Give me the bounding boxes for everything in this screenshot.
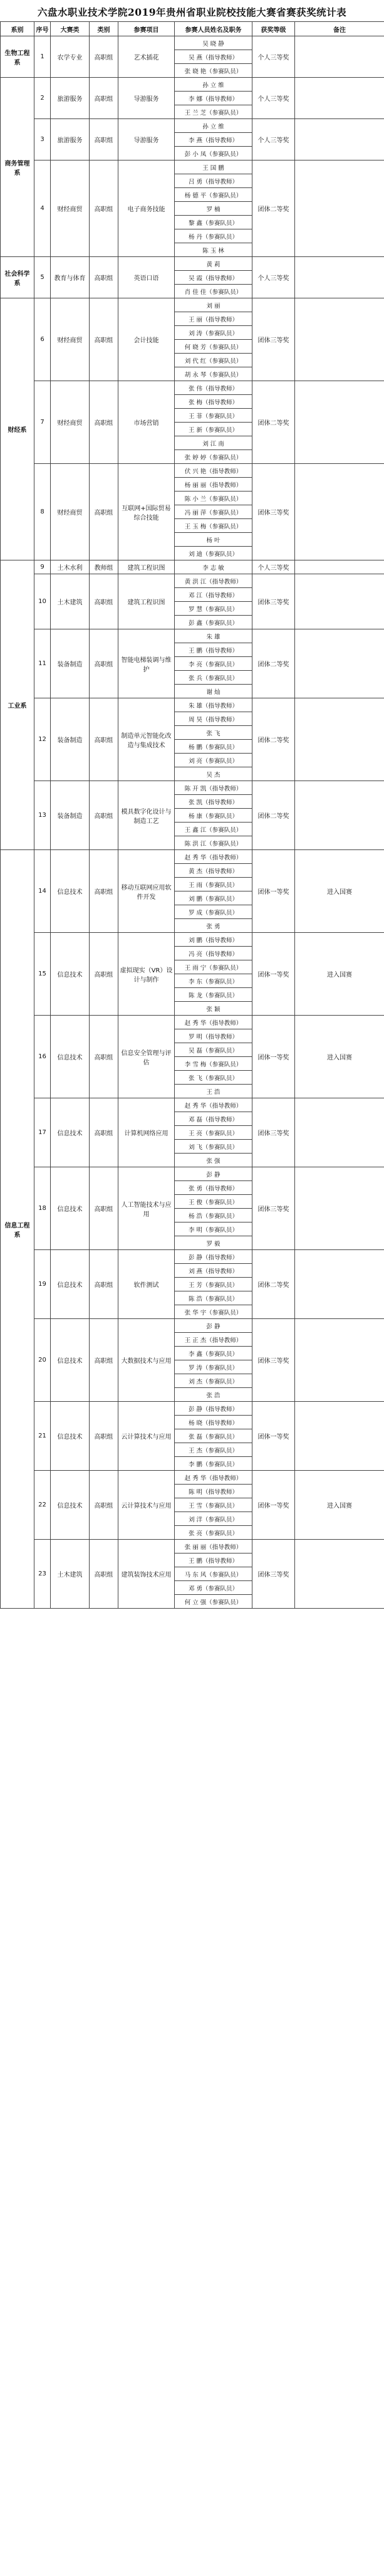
member-cell: 陈 明（指导教师） [175, 1485, 252, 1498]
group-cell: 高职组 [90, 1540, 118, 1609]
no-cell: 8 [34, 464, 51, 560]
item-cell: 建筑装饰技术应用 [118, 1540, 175, 1609]
table-row [1, 78, 384, 92]
award-cell: 团体一等奖 [252, 1471, 295, 1540]
category-cell: 土木建筑 [51, 574, 90, 629]
member-cell: 陈 浩（参赛队员） [175, 1291, 252, 1305]
member-cell: 吴 磊（参赛队员） [175, 1043, 252, 1057]
member-cell: 李 娜（指导教师） [175, 92, 252, 105]
item-cell: 移动互联网应用软件开发 [118, 850, 175, 933]
no-cell: 6 [34, 298, 51, 381]
member-cell: 张 飞 [175, 726, 252, 740]
remark-cell: 进入国赛 [295, 933, 384, 1016]
member-cell: 张 梅（指导教师） [175, 395, 252, 409]
category-cell: 土木建筑 [51, 1540, 90, 1609]
member-cell: 朱 雄（指导教师） [175, 698, 252, 712]
member-cell: 刘 飞（参赛队员） [175, 1140, 252, 1154]
no-cell: 17 [34, 1098, 51, 1167]
no-cell: 10 [34, 574, 51, 629]
group-cell: 高职组 [90, 933, 118, 1016]
member-cell: 李 志 敏 [175, 560, 252, 574]
member-cell: 吴 燕（指导教师） [175, 50, 252, 64]
remark-cell [295, 629, 384, 698]
member-cell: 赵 秀 华（指导教师） [175, 850, 252, 864]
no-cell: 5 [34, 257, 51, 298]
member-cell: 李 雪 梅（参赛队员） [175, 1057, 252, 1071]
category-cell: 旅游服务 [51, 78, 90, 119]
table-row [1, 160, 384, 174]
member-cell: 张 华 宇（参赛队员） [175, 1305, 252, 1319]
table-row [1, 560, 384, 574]
remark-cell [295, 381, 384, 464]
member-cell: 伏 兴 艳（指导教师） [175, 464, 252, 478]
table-row [1, 1319, 384, 1333]
item-cell: 艺术插花 [118, 36, 175, 78]
member-cell: 刘 代 红（参赛队员） [175, 354, 252, 367]
remark-cell [295, 560, 384, 574]
category-cell: 农学专业 [51, 36, 90, 78]
member-cell: 张 丽 丽（指导教师） [175, 1540, 252, 1553]
category-cell: 旅游服务 [51, 119, 90, 160]
no-cell: 19 [34, 1250, 51, 1319]
member-cell: 邓 江（指导教师） [175, 588, 252, 602]
no-cell: 21 [34, 1402, 51, 1471]
member-cell: 罗 涛（参赛队员） [175, 1360, 252, 1374]
award-cell: 团体三等奖 [252, 1167, 295, 1250]
member-cell: 何 晓 芳（参赛队员） [175, 340, 252, 354]
item-cell: 虚拟现实（VR）设计与制作 [118, 933, 175, 1016]
member-cell: 陈 洪 江（参赛队员） [175, 836, 252, 850]
group-cell: 高职组 [90, 464, 118, 560]
remark-cell [295, 698, 384, 781]
remark-cell [295, 78, 384, 119]
table-row [1, 850, 384, 864]
header-dept: 系别 [1, 22, 34, 36]
award-cell: 团体一等奖 [252, 850, 295, 933]
member-cell: 王 国 鹏 [175, 160, 252, 174]
remark-cell [295, 1167, 384, 1250]
member-cell: 刘 鹏（指导教师） [175, 933, 252, 947]
member-cell: 彭 鑫（参赛队员） [175, 616, 252, 629]
member-cell: 王 俊（参赛队员） [175, 1195, 252, 1209]
table-row [1, 257, 384, 271]
member-cell: 王 浩 [175, 1085, 252, 1098]
member-cell: 刘 鹏（参赛队员） [175, 891, 252, 905]
member-cell: 王 鑫 江（参赛队员） [175, 823, 252, 836]
header-members: 参赛人员姓名及职务 [175, 22, 252, 36]
remark-cell: 进入国赛 [295, 1016, 384, 1098]
member-cell: 陈 小 兰（参赛队员） [175, 492, 252, 505]
item-cell: 会计技能 [118, 298, 175, 381]
member-cell: 黎 鑫（参赛队员） [175, 216, 252, 229]
table-row [1, 119, 384, 133]
group-cell: 高职组 [90, 36, 118, 78]
table-row [1, 574, 384, 588]
dept-cell: 生物工程系 [1, 36, 34, 78]
table-row [1, 781, 384, 795]
award-cell: 团体一等奖 [252, 933, 295, 1016]
member-cell: 王 杰（参赛队员） [175, 1443, 252, 1457]
member-cell: 张 亮（参赛队员） [175, 1526, 252, 1540]
dept-cell: 社会科学系 [1, 257, 34, 298]
category-cell: 装备制造 [51, 629, 90, 698]
category-cell: 信息技术 [51, 850, 90, 933]
category-cell: 信息技术 [51, 1167, 90, 1250]
award-cell: 个人三等奖 [252, 257, 295, 298]
no-cell: 9 [34, 560, 51, 574]
table-row [1, 1540, 384, 1553]
award-cell: 团体二等奖 [252, 629, 295, 698]
member-cell: 张 婷 婷（参赛队员） [175, 450, 252, 464]
group-cell: 高职组 [90, 1471, 118, 1540]
member-cell: 杨 丹（参赛队员） [175, 229, 252, 243]
table-row [1, 381, 384, 395]
award-cell: 团体二等奖 [252, 160, 295, 257]
category-cell: 信息技术 [51, 1471, 90, 1540]
member-cell: 刘 杰（参赛队员） [175, 1374, 252, 1388]
group-cell: 高职组 [90, 850, 118, 933]
member-cell: 马 东 风（参赛队员） [175, 1567, 252, 1581]
group-cell: 高职组 [90, 698, 118, 781]
remark-cell [295, 36, 384, 78]
member-cell: 李 鹏（参赛队员） [175, 1457, 252, 1471]
member-cell: 吕 勇（指导教师） [175, 174, 252, 188]
header-item: 参赛项目 [118, 22, 175, 36]
no-cell: 7 [34, 381, 51, 464]
award-cell: 团体三等奖 [252, 1540, 295, 1609]
group-cell: 高职组 [90, 781, 118, 850]
item-cell: 智能电梯装调与维护 [118, 629, 175, 698]
group-cell: 高职组 [90, 381, 118, 464]
member-cell: 刘 丽 [175, 298, 252, 312]
remark-cell [295, 1319, 384, 1402]
item-cell: 市场营销 [118, 381, 175, 464]
award-cell: 团体三等奖 [252, 464, 295, 560]
no-cell: 18 [34, 1167, 51, 1250]
group-cell: 高职组 [90, 574, 118, 629]
member-cell: 肖 佳 佳（参赛队员） [175, 285, 252, 298]
table-row [1, 1250, 384, 1264]
member-cell: 张 颖 [175, 1002, 252, 1016]
member-cell: 赵 秀 华（指导教师） [175, 1471, 252, 1485]
member-cell: 罗 毅 [175, 1236, 252, 1250]
item-cell: 模具数字化设计与制造工艺 [118, 781, 175, 850]
member-cell: 杨 德 平（参赛队员） [175, 188, 252, 202]
no-cell: 4 [34, 160, 51, 257]
member-cell: 王 亮（参赛队员） [175, 1126, 252, 1140]
no-cell: 14 [34, 850, 51, 933]
remark-cell [295, 574, 384, 629]
member-cell: 黄 杰（指导教师） [175, 864, 252, 878]
group-cell: 高职组 [90, 257, 118, 298]
remark-cell [295, 257, 384, 298]
member-cell: 王 菲（参赛队员） [175, 409, 252, 423]
group-cell: 高职组 [90, 298, 118, 381]
member-cell: 赵 秀 华（指导教师） [175, 1016, 252, 1029]
member-cell: 刘 洋（参赛队员） [175, 1512, 252, 1526]
member-cell: 黄 洪 江（指导教师） [175, 574, 252, 588]
no-cell: 3 [34, 119, 51, 160]
member-cell: 孙 立 维 [175, 78, 252, 92]
member-cell: 张 伟（指导教师） [175, 381, 252, 395]
group-cell: 教师组 [90, 560, 118, 574]
category-cell: 信息技术 [51, 933, 90, 1016]
member-cell: 杨 丽 丽（指导教师） [175, 478, 252, 492]
award-table [0, 21, 384, 1609]
item-cell: 建筑工程识图 [118, 560, 175, 574]
member-cell: 杨 康（参赛队员） [175, 809, 252, 823]
table-row [1, 1402, 384, 1416]
award-cell: 个人三等奖 [252, 36, 295, 78]
header-group: 类别 [90, 22, 118, 36]
remark-cell [295, 781, 384, 850]
item-cell: 英语口语 [118, 257, 175, 298]
group-cell: 高职组 [90, 160, 118, 257]
remark-cell [295, 1402, 384, 1471]
table-row [1, 933, 384, 947]
award-cell: 团体三等奖 [252, 1098, 295, 1167]
member-cell: 刘 涛（参赛队员） [175, 326, 252, 340]
member-cell: 孙 立 维 [175, 119, 252, 133]
member-cell: 王 兰 芝（参赛队员） [175, 105, 252, 119]
member-cell: 冯 亮（指导教师） [175, 947, 252, 960]
group-cell: 高职组 [90, 1250, 118, 1319]
member-cell: 王 正 杰（指导教师） [175, 1333, 252, 1347]
table-header-row [1, 22, 384, 36]
member-cell: 周 昊（指导教师） [175, 712, 252, 726]
no-cell: 1 [34, 36, 51, 78]
member-cell: 罗 明（指导教师） [175, 1029, 252, 1043]
member-cell: 刘 迪（参赛队员） [175, 547, 252, 560]
award-cell: 团体二等奖 [252, 781, 295, 850]
dept-cell: 信息工程系 [1, 850, 34, 1609]
header-category: 大赛类 [51, 22, 90, 36]
member-cell: 王 丽（指导教师） [175, 312, 252, 326]
member-cell: 王 雨 宁（参赛队员） [175, 960, 252, 974]
member-cell: 张 凯（指导教师） [175, 795, 252, 809]
document-title: 六盘水职业技术学院2019年贵州省职业院校技能大赛省赛获奖统计表 [37, 6, 347, 18]
award-cell: 个人三等奖 [252, 119, 295, 160]
member-cell: 陈 龙（参赛队员） [175, 988, 252, 1002]
item-cell: 电子商务技能 [118, 160, 175, 257]
item-cell: 计算机网络应用 [118, 1098, 175, 1167]
award-cell: 团体二等奖 [252, 698, 295, 781]
table-row [1, 1016, 384, 1029]
member-cell: 刘 亮（参赛队员） [175, 754, 252, 767]
category-cell: 财经商贸 [51, 381, 90, 464]
table-row [1, 698, 384, 712]
member-cell: 何 立 强（参赛队员） [175, 1595, 252, 1609]
item-cell: 导游服务 [118, 119, 175, 160]
group-cell: 高职组 [90, 1016, 118, 1098]
member-cell: 李 鑫（参赛队员） [175, 1347, 252, 1360]
remark-cell [295, 1250, 384, 1319]
header-award: 获奖等级 [252, 22, 295, 36]
item-cell: 导游服务 [118, 78, 175, 119]
member-cell: 刘 燕（指导教师） [175, 1264, 252, 1278]
group-cell: 高职组 [90, 1098, 118, 1167]
remark-cell [295, 160, 384, 257]
member-cell: 王 雪（参赛队员） [175, 1498, 252, 1512]
group-cell: 高职组 [90, 1319, 118, 1402]
dept-cell: 商务管理系 [1, 78, 34, 257]
member-cell: 杨 鹏（参赛队员） [175, 740, 252, 754]
dept-cell: 财经系 [1, 298, 34, 560]
member-cell: 彭 静 [175, 1167, 252, 1181]
table-row [1, 629, 384, 643]
member-cell: 李 明（参赛队员） [175, 1222, 252, 1236]
item-cell: 软件测试 [118, 1250, 175, 1319]
member-cell: 罗 慧（参赛队员） [175, 602, 252, 616]
remark-cell: 进入国赛 [295, 1471, 384, 1540]
member-cell: 王 鹏（指导教师） [175, 643, 252, 657]
member-cell: 王 新（参赛队员） [175, 423, 252, 436]
table-row [1, 298, 384, 312]
group-cell: 高职组 [90, 1402, 118, 1471]
award-cell: 团体二等奖 [252, 1250, 295, 1319]
category-cell: 财经商贸 [51, 160, 90, 257]
table-row [1, 1098, 384, 1112]
member-cell: 杨 晓（指导教师） [175, 1416, 252, 1429]
member-cell: 王 玉 梅（参赛队员） [175, 519, 252, 533]
table-row [1, 464, 384, 478]
member-cell: 陈 玉 林 [175, 243, 252, 257]
group-cell: 高职组 [90, 629, 118, 698]
item-cell: 大数据技术与应用 [118, 1319, 175, 1402]
member-cell: 张 兵（参赛队员） [175, 671, 252, 685]
member-cell: 王 鹏（指导教师） [175, 1553, 252, 1567]
remark-cell: 进入国赛 [295, 850, 384, 933]
category-cell: 信息技术 [51, 1098, 90, 1167]
member-cell: 罗 成（参赛队员） [175, 905, 252, 919]
member-cell: 谢 灿 [175, 685, 252, 698]
remark-cell [295, 119, 384, 160]
group-cell: 高职组 [90, 78, 118, 119]
award-cell: 团体三等奖 [252, 1319, 295, 1402]
category-cell: 财经商贸 [51, 464, 90, 560]
no-cell: 15 [34, 933, 51, 1016]
member-cell: 邓 勇（参赛队员） [175, 1581, 252, 1595]
no-cell: 16 [34, 1016, 51, 1098]
table-row [1, 36, 384, 50]
member-cell: 吴 杰 [175, 767, 252, 781]
category-cell: 教育与体育 [51, 257, 90, 298]
remark-cell [295, 464, 384, 560]
award-cell: 团体三等奖 [252, 574, 295, 629]
category-cell: 信息技术 [51, 1402, 90, 1471]
member-cell: 朱 雄 [175, 629, 252, 643]
member-cell: 彭 静（指导教师） [175, 1402, 252, 1416]
remark-cell [295, 298, 384, 381]
member-cell: 陈 开 凯（指导教师） [175, 781, 252, 795]
table-body [1, 36, 384, 1609]
member-cell: 李 东（参赛队员） [175, 974, 252, 988]
member-cell: 张 勇 [175, 919, 252, 933]
member-cell: 彭 小 凤（参赛队员） [175, 147, 252, 160]
member-cell: 杨 叶 [175, 533, 252, 547]
group-cell: 高职组 [90, 119, 118, 160]
table-row [1, 1471, 384, 1485]
member-cell: 彭 静 [175, 1319, 252, 1333]
category-cell: 装备制造 [51, 781, 90, 850]
no-cell: 23 [34, 1540, 51, 1609]
item-cell: 云计算技术与应用 [118, 1402, 175, 1471]
member-cell: 吴 霞（指导教师） [175, 271, 252, 285]
member-cell: 罗 楠 [175, 202, 252, 216]
member-cell: 胡 永 琴（参赛队员） [175, 367, 252, 381]
item-cell: 制造单元智能化改造与集成技术 [118, 698, 175, 781]
member-cell: 李 燕（指导教师） [175, 133, 252, 147]
item-cell: 人工智能技术与应用 [118, 1167, 175, 1250]
group-cell: 高职组 [90, 1167, 118, 1250]
member-cell: 邓 磊（指导教师） [175, 1112, 252, 1126]
member-cell: 黄 莉 [175, 257, 252, 271]
no-cell: 13 [34, 781, 51, 850]
member-cell: 杨 浩（参赛队员） [175, 1209, 252, 1222]
category-cell: 财经商贸 [51, 298, 90, 381]
category-cell: 信息技术 [51, 1016, 90, 1098]
award-cell: 团体二等奖 [252, 381, 295, 464]
award-cell: 个人三等奖 [252, 560, 295, 574]
item-cell: 信息安全管理与评估 [118, 1016, 175, 1098]
member-cell: 张 强 [175, 1154, 252, 1167]
award-cell: 团体一等奖 [252, 1016, 295, 1098]
award-cell: 团体一等奖 [252, 1402, 295, 1471]
member-cell: 冯 丽 萍（参赛队员） [175, 505, 252, 519]
item-cell: 互联网+国际贸易综合技能 [118, 464, 175, 560]
member-cell: 李 亮（参赛队员） [175, 657, 252, 671]
no-cell: 12 [34, 698, 51, 781]
category-cell: 装备制造 [51, 698, 90, 781]
header-no: 序号 [34, 22, 51, 36]
member-cell: 吴 晓 静 [175, 36, 252, 50]
category-cell: 信息技术 [51, 1250, 90, 1319]
member-cell: 刘 江 南 [175, 436, 252, 450]
no-cell: 20 [34, 1319, 51, 1402]
member-cell: 张 晓 艳（参赛队员） [175, 64, 252, 78]
category-cell: 信息技术 [51, 1319, 90, 1402]
award-cell: 个人三等奖 [252, 78, 295, 119]
no-cell: 11 [34, 629, 51, 698]
item-cell: 云计算技术与应用 [118, 1471, 175, 1540]
category-cell: 土木水利 [51, 560, 90, 574]
member-cell: 张 磊（参赛队员） [175, 1429, 252, 1443]
table-row [1, 1167, 384, 1181]
dept-cell: 工业系 [1, 560, 34, 850]
member-cell: 王 雨（参赛队员） [175, 878, 252, 891]
member-cell: 赵 秀 华（指导教师） [175, 1098, 252, 1112]
header-remark: 备注 [295, 22, 384, 36]
no-cell: 22 [34, 1471, 51, 1540]
award-cell: 团体三等奖 [252, 298, 295, 381]
member-cell: 张 飞（参赛队员） [175, 1071, 252, 1085]
no-cell: 2 [34, 78, 51, 119]
remark-cell [295, 1098, 384, 1167]
remark-cell [295, 1540, 384, 1609]
member-cell: 张 勇（指导教师） [175, 1181, 252, 1195]
member-cell: 王 芳（参赛队员） [175, 1278, 252, 1291]
member-cell: 张 浩 [175, 1388, 252, 1402]
item-cell: 建筑工程识图 [118, 574, 175, 629]
member-cell: 彭 静（指导教师） [175, 1250, 252, 1264]
